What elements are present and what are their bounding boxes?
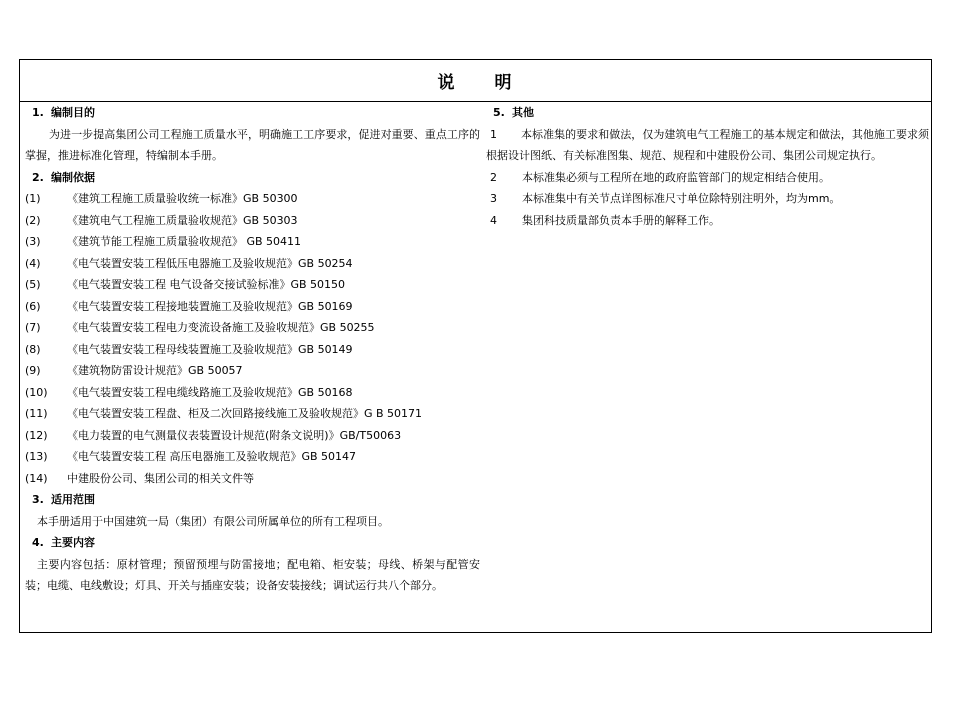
section-1-number: 1. (32, 106, 44, 119)
reference-item (25, 382, 480, 404)
reference-item (25, 446, 480, 468)
reference-number: (6) (25, 299, 41, 313)
other-item-1 (486, 124, 929, 167)
instructions-sheet (19, 59, 932, 633)
reference-item (25, 274, 480, 296)
left-column (25, 102, 480, 597)
reference-number: (9) (25, 364, 41, 377)
reference-item (25, 188, 480, 210)
page-title: 说 明 (437, 73, 514, 93)
other-item-number: 4 (490, 213, 497, 227)
reference-number: (3) (25, 235, 41, 248)
reference-text: 《电气装置安装工程盘、柜及二次回路接线施工及验收规范》G B 50171 (67, 407, 423, 420)
section-5-title: 其他 (512, 106, 534, 119)
reference-item (25, 339, 480, 361)
reference-number: (5) (25, 278, 41, 291)
reference-text: 《电气装置安装工程电力变流设备施工及验收规范》GB 50255 (67, 321, 375, 334)
reference-text: 《电力装置的电气测量仪表装置设计规范(附条文说明)》GB/T50063 (67, 428, 402, 442)
reference-number: (8) (25, 342, 41, 356)
reference-number: (1) (25, 192, 41, 205)
reference-number: (11) (25, 407, 48, 420)
reference-item (25, 425, 480, 447)
section-3-number: 3. (32, 493, 44, 506)
title-row (20, 60, 931, 102)
reference-item (25, 231, 480, 253)
section-2-title: 编制依据 (51, 170, 95, 184)
section-2-heading (25, 167, 480, 189)
other-item-4 (486, 210, 929, 232)
reference-text: 《电气装置安装工程 电气设备交接试验标准》GB 50150 (67, 278, 346, 291)
reference-number: (10) (25, 385, 48, 399)
reference-text: 《建筑电气工程施工质量验收规范》GB 50303 (67, 213, 298, 227)
reference-item (25, 360, 480, 382)
section-3-text: 本手册适用于中国建筑一局（集团）有限公司所属单位的所有工程项目。 (37, 514, 389, 528)
reference-item (25, 468, 480, 490)
reference-number: (12) (25, 428, 48, 442)
other-item-number: 1 (490, 127, 497, 141)
other-item-text: 本标准集必须与工程所在地的政府监管部门的规定相结合使用。 (522, 170, 830, 184)
reference-text: 《电气装置安装工程低压电器施工及验收规范》GB 50254 (67, 256, 353, 270)
right-column (486, 102, 929, 231)
other-item-text: 集团科技质量部负责本手册的解释工作。 (522, 213, 720, 227)
section-5-heading (486, 102, 929, 124)
other-item-2 (486, 167, 929, 189)
reference-text: 《电气装置安装工程接地装置施工及验收规范》GB 50169 (67, 299, 353, 313)
reference-text: 《电气装置安装工程电缆线路施工及验收规范》GB 50168 (67, 385, 353, 399)
section-4-number: 4. (32, 536, 44, 549)
reference-text: 《建筑节能工程施工质量验收规范》 GB 50411 (67, 235, 302, 248)
section-4-text: 主要内容包括：原材管理；预留预埋与防雷接地；配电箱、柜安装；母线、桥架与配管安装；电缆、电线敷设；灯具、开关与插座安装；设备安装接线；调试运行共八个部分。 (25, 557, 480, 592)
reference-number: (14) (25, 471, 48, 485)
section-5-number: 5. (493, 106, 505, 119)
other-item-text: 本标准集中有关节点详图标准尺寸单位除特别注明外，均为mm。 (522, 192, 841, 205)
other-item-3 (486, 188, 929, 210)
other-item-number: 3 (490, 192, 497, 205)
section-4-title: 主要内容 (51, 536, 95, 549)
section-3-heading (25, 489, 480, 511)
reference-item (25, 317, 480, 339)
other-item-number: 2 (490, 170, 497, 184)
reference-text: 《电气装置安装工程 高压电器施工及验收规范》GB 50147 (67, 450, 357, 463)
section-1-heading (25, 102, 480, 124)
section-4-heading (25, 532, 480, 554)
reference-item (25, 210, 480, 232)
reference-item (25, 296, 480, 318)
reference-text: 《电气装置安装工程母线装置施工及验收规范》GB 50149 (67, 342, 353, 356)
reference-text: 中建股份公司、集团公司的相关文件等 (67, 471, 254, 485)
reference-text: 《建筑工程施工质量验收统一标准》GB 50300 (67, 192, 298, 205)
other-item-text: 本标准集的要求和做法，仅为建筑电气工程施工的基本规定和做法，其他施工要求须根据设计图纸、有关标准图集、规范、规程和中建股份公司、集团公司规定执行。 (486, 127, 929, 162)
section-1-text: 为进一步提高集团公司工程施工质量水平，明确施工工序要求，促进对重要、重点工序的掌握，推进标准化管理，特编制本手册。 (25, 127, 480, 162)
reference-item (25, 403, 480, 425)
reference-text: 《建筑物防雷设计规范》GB 50057 (67, 364, 243, 377)
section-2-number: 2. (32, 170, 44, 184)
reference-number: (13) (25, 450, 48, 463)
section-3-title: 适用范围 (51, 493, 95, 506)
reference-item (25, 253, 480, 275)
reference-list (25, 188, 480, 489)
reference-number: (7) (25, 321, 41, 334)
section-1-title: 编制目的 (51, 106, 95, 119)
reference-number: (4) (25, 256, 41, 270)
reference-number: (2) (25, 213, 41, 227)
